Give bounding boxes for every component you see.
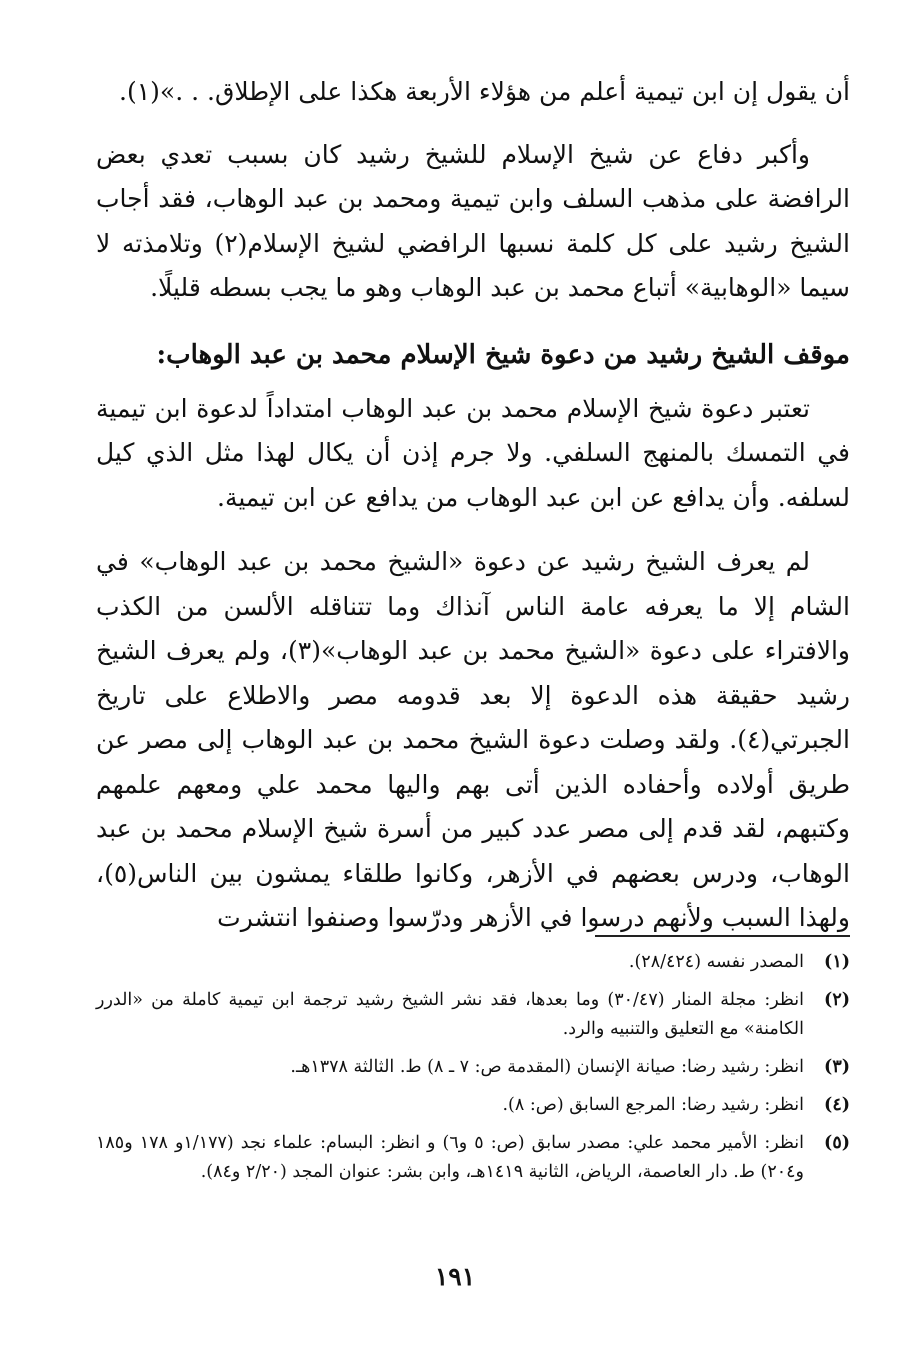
- section-heading: موقف الشيخ رشيد من دعوة شيخ الإسلام محمد بن عبد الوهاب:: [156, 339, 850, 370]
- footnote-text: انظر: رشيد رضا: المرجع السابق (ص: ٨).: [502, 1095, 804, 1115]
- footnote-text: انظر: مجلة المنار (٣٠/٤٧) وما بعدها، فقد نشر الشيخ رشيد ترجمة ابن تيمية كاملة من «الدرر الكامنة» مع التعليق والتنبيه والرد.: [96, 990, 804, 1039]
- footnote-text: المصدر نفسه (٢٨/٤٢٤).: [628, 952, 804, 972]
- footnote-number: (٥): [824, 1133, 850, 1153]
- footnote-number: (٢): [824, 990, 850, 1010]
- footnote-separator: [595, 935, 850, 937]
- footnotes: [96, 948, 850, 1196]
- page-number: ١٩١: [434, 1262, 476, 1291]
- opening-line: أن يقول إن ابن تيمية أعلم من هؤلاء الأربعة هكذا على الإطلاق. . .»(١).: [119, 77, 850, 106]
- main-text-block: [96, 70, 850, 961]
- footnote-number: (٤): [824, 1095, 850, 1115]
- footnote-text: انظر: رشيد رضا: صيانة الإنسان (المقدمة ص: ٧ ـ ٨) ط. الثالثة ١٣٧٨هـ.: [290, 1057, 804, 1077]
- footnote-4: [96, 1091, 850, 1120]
- paragraph-rashid-defense: وأكبر دفاع عن شيخ الإسلام للشيخ رشيد كان بسبب تعدي بعض الرافضة على مذهب السلف وابن تيمية ومحمد بن عبد الوهاب، فقد أجاب الشيخ رشيد على كل كلمة نسبها الرافضي لشيخ الإسلام(٢) وتلامذته لا سيما «الوهابية» أتباع محمد بن عبد الوهاب وهو ما يجب بسطه قليلًا.: [96, 139, 850, 302]
- footnote-1: [96, 948, 850, 977]
- footnote-5: [96, 1129, 850, 1187]
- footnote-number: (١): [824, 952, 850, 972]
- footnote-3: [96, 1053, 850, 1082]
- footnote-text: انظر: الأمير محمد علي: مصدر سابق (ص: ٥ و٦) و انظر: البسام: علماء نجد (١/١٧٧و ١٧٨ و١٨٥ و٢٠٤) ط. دار العاصمة، الرياض، الثانية ١٤١٩هـ، وابن بشر: عنوان المجد (٢/٢٠ و٨٤).: [96, 1133, 805, 1182]
- paragraph-rashid-knowledge: لم يعرف الشيخ رشيد عن دعوة «الشيخ محمد بن عبد الوهاب» في الشام إلا ما يعرفه عامة الناس آنذاك وما تتناقله الألسن من الكذب والافتراء على دعوة «الشيخ محمد بن عبد الوهاب»(٣)، ولم يعرف الشيخ رشيد حقيقة هذه الدعوة إلا بعد قدومه مصر والاطلاع على تاريخ الجبرتي(٤). ولقد وصلت دعوة الشيخ محمد بن عبد الوهاب إلى مصر عن طريق أولاده وأحفاده الذين أتى بهم واليها محمد علي ومعهم علمهم وكتبهم، لقد قدم إلى مصر عدد كبير من أسرة شيخ الإسلام محمد بن عبد الوهاب، ودرس بعضهم في الأزهر، وكانوا طلقاء يمشون بين الناس(٥)، ولهذا السبب ولأنهم درسوا في الأزهر ودرّسوا وصنفوا انتشرت: [96, 547, 851, 932]
- footnote-2: [96, 986, 850, 1044]
- footnote-number: (٣): [824, 1057, 850, 1077]
- paragraph-dawa-extension: تعتبر دعوة شيخ الإسلام محمد بن عبد الوهاب امتداداً لدعوة ابن تيمية في التمسك بالمنهج السلفي. ولا جرم إذن أن يكال لهذا مثل الذي كيل لسلفه. وأن يدافع عن ابن عبد الوهاب من يدافع عن ابن تيمية.: [96, 393, 850, 512]
